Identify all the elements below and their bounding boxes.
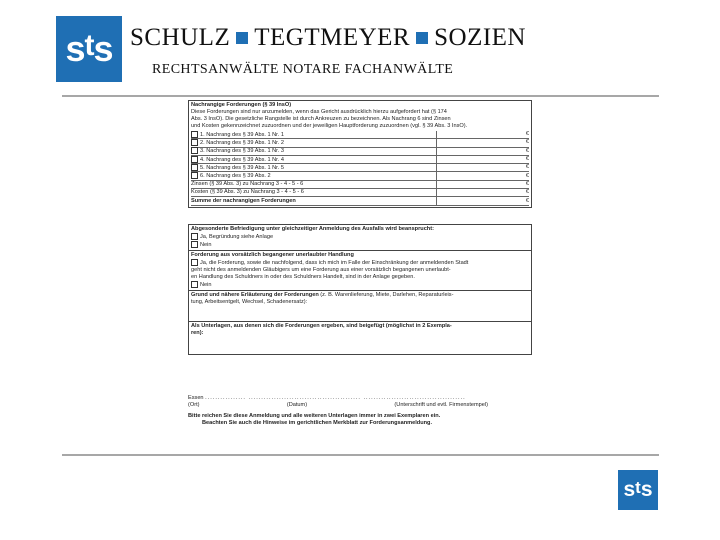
- checkbox[interactable]: [191, 156, 198, 163]
- option-row: Ja, die Forderung, sowie die nachfolgend, dass ich mich im Falle der Einschränkung der anmeldenden Stadt: [191, 259, 529, 267]
- section-title: Grund und nähere Erläuterung der Forderungen (z. B. Warenlieferung, Miete, Darlehen, Reparaturleis-: [191, 291, 454, 298]
- claim-details-section: [188, 224, 532, 355]
- checkbox[interactable]: [191, 172, 198, 179]
- option-row: Nein: [191, 241, 529, 249]
- section-text: tung, Arbeitsentgelt, Wechsel, Schadenersatz):: [191, 298, 308, 305]
- table-row: [191, 181, 529, 189]
- currency-label: €: [525, 147, 529, 154]
- currency-label: €: [525, 180, 529, 187]
- checkbox[interactable]: [191, 281, 198, 288]
- currency-label: €: [525, 156, 529, 163]
- row-label: Kosten (§ 39 Abs. 3) zu Nachrang 3 - 4 - 5 - 6: [191, 189, 304, 196]
- firm-subtitle: RECHTSANWÄLTE NOTARE FACHANWÄLTE: [152, 62, 454, 77]
- option-row: Ja, Begründung siehe Anlage: [191, 233, 529, 241]
- checkbox[interactable]: [191, 131, 198, 138]
- blue-square-icon: [236, 32, 248, 44]
- note-text: Beachten Sie auch die Hinweise im gerichtlichen Merkblatt zur Forderungsanmeldung.: [202, 419, 433, 426]
- section-text: und Kosten gekennzeichnet zuzuordnen und der jeweiligen Hauptforderung zuzuordnen (vgl. § 39 Abs. 3 InsO).: [191, 123, 468, 129]
- currency-label: €: [525, 164, 529, 171]
- section-text: Diese Forderungen sind nur anzumelden, wenn das Gericht ausdrücklich hierzu aufgefordert hat (§ 174: [191, 109, 447, 115]
- amount-field[interactable]: [436, 131, 517, 138]
- row-label: 1. Nachrang des § 39 Abs. 1 Nr. 1: [191, 131, 436, 139]
- logo-letters: sts: [623, 478, 653, 501]
- currency-label: €: [525, 197, 529, 204]
- currency-label: €: [525, 139, 529, 146]
- amount-field[interactable]: [436, 148, 517, 155]
- section-text: en Handlung des Schuldners in oder des Schuldners Handelt, sind in der Anlage gegeben.: [191, 273, 415, 280]
- row-label: 2. Nachrang des § 39 Abs. 1 Nr. 2: [191, 139, 436, 147]
- amount-field[interactable]: [436, 156, 517, 163]
- row-label: 4. Nachrang des § 39 Abs. 1 Nr. 4: [191, 156, 436, 164]
- amount-field[interactable]: [436, 172, 517, 179]
- checkbox[interactable]: [191, 259, 198, 266]
- row-label: 5. Nachrang des § 39 Abs. 1 Nr. 5: [191, 164, 436, 172]
- section-text: Als Unterlagen, aus denen sich die Forderungen ergeben, sind beigefügt (möglichst in 2 Exempla-: [191, 322, 452, 329]
- subordinate-claims-section: [188, 100, 532, 208]
- table-row: [191, 197, 529, 205]
- option-row: Nein: [191, 281, 529, 289]
- amount-field[interactable]: [436, 181, 517, 188]
- section-title: Abgesonderte Befriedigung unter gleichzeitiger Anmeldung des Ausfalls wird beansprucht:: [191, 225, 434, 232]
- checkbox[interactable]: [191, 139, 198, 146]
- currency-label: €: [525, 131, 529, 138]
- row-label: Zinsen (§ 39 Abs. 3) zu Nachrang 3 - 4 - 5 - 6: [191, 180, 304, 187]
- blue-square-icon: [416, 32, 428, 44]
- firm-name: [130, 24, 526, 52]
- row-label: Summe der nachrangigen Forderungen: [191, 197, 296, 204]
- firm-name-part: SOZIEN: [434, 24, 526, 51]
- currency-label: €: [525, 172, 529, 179]
- checkbox[interactable]: [191, 147, 198, 154]
- section-text: Abs. 3 InsO). Die gesetzliche Rangstelle ist durch Ankreuzen zu bezeichnen. Als Nachrang 6 sind Zinsen: [191, 116, 451, 122]
- firm-name-part: SCHULZ: [130, 24, 231, 51]
- rank-table: [191, 131, 529, 206]
- sts-logo-small: [618, 470, 658, 510]
- signature-line: Essen ................ ............................................ ........................................: [188, 394, 466, 401]
- signature-labels: (Ort) (Datum) (Unterschrift und evtl. Firmenstempel): [188, 401, 488, 408]
- section-title: Nachrangige Forderungen (§ 39 InsO): [191, 102, 292, 108]
- row-label: 3. Nachrang des § 39 Abs. 1 Nr. 3: [191, 147, 436, 155]
- checkbox[interactable]: [191, 164, 198, 171]
- currency-label: €: [525, 189, 529, 196]
- section-text: ren):: [191, 329, 204, 336]
- note-text: Bitte reichen Sie diese Anmeldung und alle weiteren Unterlagen immer in zwei Exemplaren ein.: [188, 412, 441, 419]
- header-divider: [62, 95, 659, 97]
- row-label: 6. Nachrang des § 39 Abs. 2: [191, 172, 436, 180]
- logo-letters: sts: [65, 28, 113, 69]
- scanned-claim-form: [188, 100, 532, 427]
- table-row: [191, 189, 529, 197]
- amount-field[interactable]: [436, 139, 517, 146]
- section-text: geht nicht des anmeldenden Gläubigers um eine Forderung aus einer vorsätzlich begangenen unerlaubt-: [191, 266, 451, 273]
- checkbox[interactable]: [191, 241, 198, 248]
- sts-logo: [56, 16, 122, 82]
- firm-name-part: TEGTMEYER: [254, 24, 411, 51]
- section-title: Forderung aus vorsätzlich begangener unerlaubter Handlung: [191, 251, 354, 258]
- checkbox[interactable]: [191, 233, 198, 240]
- amount-field[interactable]: [436, 164, 517, 171]
- footer-divider: [62, 454, 659, 456]
- table-row: [191, 172, 529, 180]
- amount-field[interactable]: [436, 197, 517, 204]
- amount-field[interactable]: [436, 189, 517, 196]
